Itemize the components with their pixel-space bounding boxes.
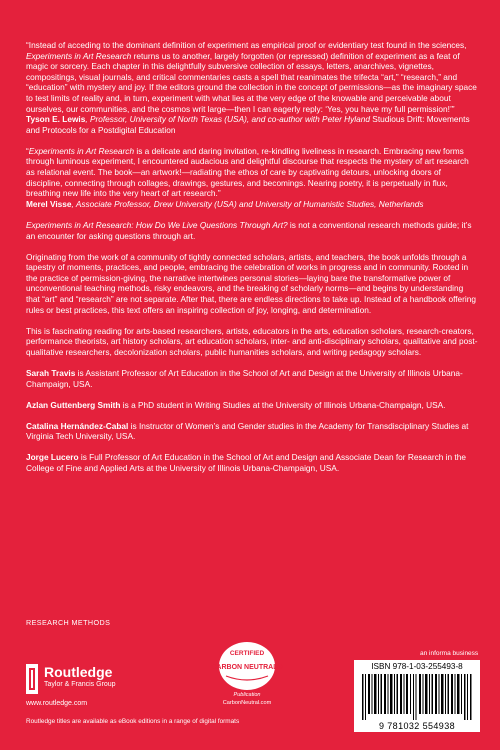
- certified-text: CERTIFIED: [229, 650, 265, 657]
- quote-text: “Instead of acceding to the dominant definition of experiment as empirical proof or evidentiary test found in the sciences,: [26, 40, 467, 50]
- quote-2: [26, 146, 478, 210]
- ebook-note: Routledge titles are available as eBook editions in a range of digital formats: [26, 718, 240, 725]
- description-paragraph-2: This is fascinating reading for arts-based researchers, artists, educators in the arts, education scholars, research-creators, performance theorists, art history scholars, art education scholars, inter- and anti-disciplinary scholars, qualitative and post-qualitative researchers, decolonization scholars, public humanities scholars, and writing pedagogy scholars.: [26, 325, 478, 357]
- quote-text: returns us to another, largely forgotten (or repressed) definition of experiment as a feat of magic or sorcery. Each chapter in this delightfully subversive collection of essays, letters, anarchives, vignettes, compositings, visual journals, and critical commentaries casts a spell that reanimates the trifecta “art,” “research,” and “education” with mystery and joy. If the editors ground the collection in the concept of permissions—as the imaginary space to test limits of reality and, in turn, experiment with what lies at the very edge of the knowable and perceivable about ourselves, our communities, and the cosmos writ large—then I can eagerly reply: ‘Yes, you have my full permission!’”: [26, 50, 477, 114]
- quote-author: Tyson E. Lewis: [26, 114, 86, 125]
- publisher-name: Routledge: [44, 664, 113, 680]
- intro-paragraph: [26, 220, 478, 241]
- carbon-neutral-badge-icon: [211, 640, 283, 692]
- isbn-number: ISBN 978-1-03-255493-8: [371, 662, 463, 671]
- quote-text: “: [26, 145, 29, 156]
- editor-bio: [26, 421, 478, 442]
- book-title: Experiments in Art Research: [28, 145, 135, 156]
- carbon-neutral-text: CARBON NEUTRAL®: [211, 664, 283, 671]
- description-paragraph-1: Originating from the work of a community of tightly connected scholars, artists, and teachers, the book unfolds through a tapestry of moments, practices, and people, embracing the celebration of works in progress and in community. Rooted in the practice of permission-giving, the narrative intertwines personal stories—laying bare the transformative power of unconventional teaching methods, risky endeavors, and the breaking of scholarly norms—and begins by understanding that “art” and “research” are not separate. After that, there are endless directions to take up. Instead of a handbook offering rules or best practices, this text offers an inspiring collection of joy, longing, and determination.: [26, 251, 476, 315]
- intro-text: is not a conventional research methods guide; it’s an encounter for asking questions through art.: [26, 219, 472, 241]
- isbn-barcode-box: [354, 660, 480, 732]
- editor-bio: [26, 400, 478, 411]
- editor-name: Catalina Hernández-Cabal: [26, 420, 129, 431]
- editor-name: Azlan Guttenberg Smith: [26, 399, 121, 410]
- publisher-group: Taylor & Francis Group: [44, 681, 116, 688]
- book-title-full: Experiments in Art Research: How Do We Live Questions Through Art?: [26, 219, 288, 230]
- routledge-logo-icon: [26, 664, 38, 694]
- carbon-neutral-url: CarbonNeutral.com: [222, 700, 272, 706]
- quote-affiliation: , Associate Professor, Drew University (USA) and University of Humanistic Studies, Netherlands: [71, 198, 424, 209]
- quote-text: is a delicate and daring invitation, re-kindling liveliness in research. Embracing new forms through luminous experiment, I encountered audacious and delightful discourse that respects the mystery of art research as relational event. The book—an artwork!—radiating the ethos of care by captivating detours, unlocking doors of discipline, connecting through collages, drawings, gestures, and becomings. Nearing poetry, it is perpetually in flux, breathing new life into the very heart of art research.”: [26, 145, 469, 199]
- quote-author: Merel Visse: [26, 198, 72, 209]
- editor-name: Sarah Travis: [26, 367, 76, 378]
- editor-bio-text: is Assistant Professor of Art Education in the School of Art and Design at the University of Illinois Urbana-Champaign, USA.: [26, 367, 463, 389]
- editor-bio: [26, 452, 478, 473]
- quote-affiliation: , Professor, University of North Texas (USA), and co-author with Peter Hyland: [85, 114, 370, 125]
- barcode-icon: [362, 674, 472, 720]
- publisher-block: [44, 664, 116, 689]
- back-cover-text: [26, 40, 478, 484]
- editor-bio-text: is Full Professor of Art Education in the School of Art and Design and Associate Dean for Research in the College of Fine and Applied Arts at the University of Illinois Urbana-Champaign, USA.: [26, 452, 466, 473]
- editor-bio-text: is a PhD student in Writing Studies at the University of Illinois Urbana-Champaign, USA.: [120, 399, 446, 410]
- publisher-url[interactable]: www.routledge.com: [26, 700, 88, 707]
- book-title: Experiments in Art Research: [26, 50, 132, 61]
- quote-1: [26, 40, 478, 135]
- category-label: RESEARCH METHODS: [26, 618, 111, 627]
- editor-bio: [26, 368, 478, 389]
- carbon-neutral-publication: Publication: [233, 692, 261, 698]
- informa-label: an informa business: [420, 650, 479, 657]
- editor-name: Jorge Lucero: [26, 452, 79, 463]
- barcode-number: 9 781032 554938: [378, 721, 456, 731]
- quote-affiliation-tail: Studious Drift: Movements and Protocols for a Postdigital Education: [26, 114, 470, 135]
- editor-bio-text: is Instructor of Women’s and Gender studies in the Academy for Transdisciplinary Studies at Virginia Tech University, USA.: [26, 420, 469, 442]
